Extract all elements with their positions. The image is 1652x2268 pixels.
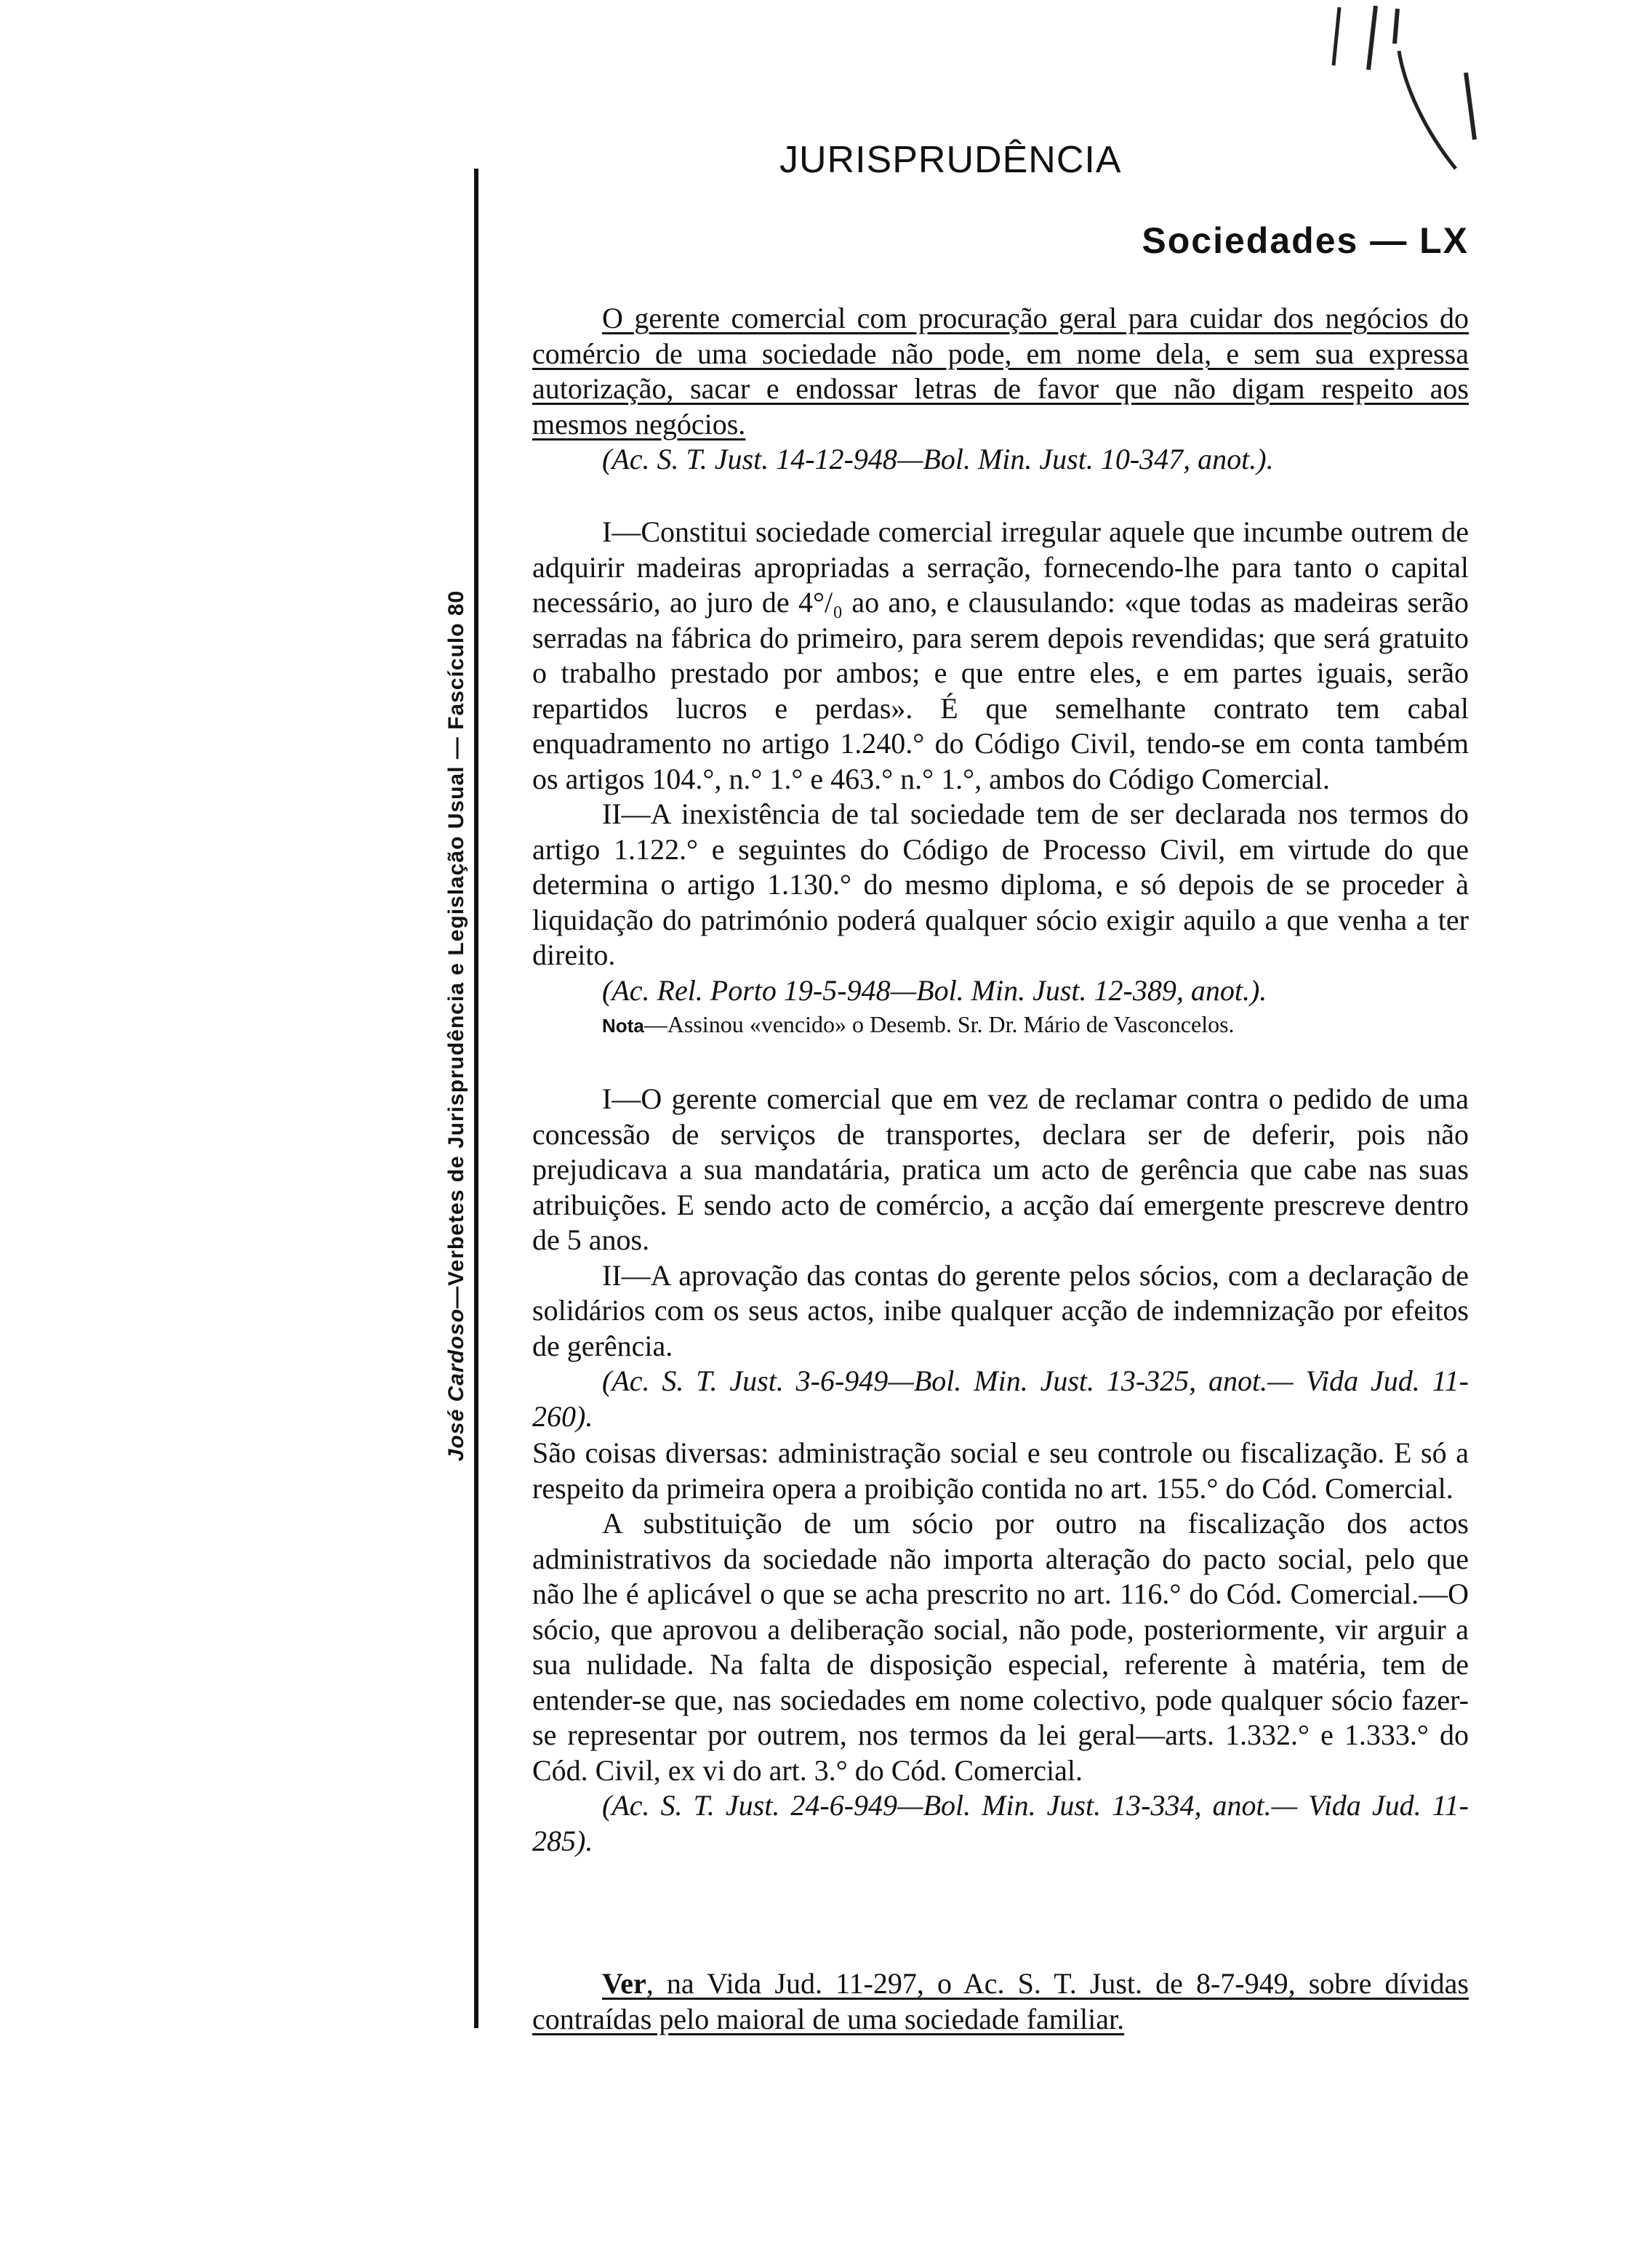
page-title: JURISPRUDÊNCIA [779,139,1122,181]
spine-author: José Cardoso [444,1308,468,1462]
entry-4-citation: (Ac. S. T. Just. 24-6-949—Bol. Min. Just. 13-334, anot.— Vida Jud. 11-285). [532,1789,1469,1857]
spine-text [444,590,469,1461]
entry-2-paragraph-2: II—A inexistência de tal sociedade tem de ser declarada nos termos do artigo 1.122.° e seguintes do Código de Processo Civil, em virtude do que determina o artigo 1.130.° do mesmo diploma, e só depois de se proceder à liquidação do património poderá qualquer sócio exigir aquilo a que venha a ter direito. [532,797,1469,971]
entry-2-paragraph-1: I—Constitui sociedade comercial irregular aquele que incumbe outrem de adquirir madeiras apropriadas a serração, fornecendo-lhe para tanto o capital necessário, ao juro de 4°/₀ ao ano, e clausulando: «que todas as madeiras serão serradas na fábrica do primeiro, para serem depois revendidas; que será gratuito o trabalho prestado por ambos; e que entre eles, e em partes iguais, serão repartidos lucros e perdas». É que semelhante contrato tem cabal enquadramento no artigo 1.240.° do Código Civil, tendo-se em conta também os artigos 104.°, n.° 1.° e 463.° n.° 1.°, ambos do Código Comercial. [532,515,1469,795]
see-also-text [532,1966,1469,2037]
see-also-body: , na Vida Jud. 11-297, o Ac. S. T. Just. de 8-7-949, sobre dívidas contraídas pelo maioral de uma sociedade familiar. [532,1967,1469,2035]
section-title: Sociedades — LX [1142,220,1469,261]
entry-4 [532,1436,1469,1859]
entry-1-citation: (Ac. S. T. Just. 14-12-948—Bol. Min. Just. 10-347, anot.). [602,443,1274,475]
see-also-label: Ver [602,1967,646,2000]
entry-3-citation: (Ac. S. T. Just. 3-6-949—Bol. Min. Just. 13-325, anot.— Vida Jud. 11-260). [532,1364,1469,1433]
entry-3 [532,1082,1469,1434]
entry-3-paragraph-2: II—A aprovação das contas do gerente pelos sócios, com a declaração de solidários com os seus actos, inibe qualquer acção de indemnização por efeitos de gerência. [532,1258,1469,1362]
entry-4-paragraph-2: A substituição de um sócio por outro na fiscalização dos actos administrativos da sociedade não importa alteração do pacto social, pelo que não lhe é aplicável o que se acha prescrito no art. 116.° do Cód. Comercial.—O sócio, que aprovou a deliberação social, não pode, posteriormente, vir arguir a sua nulidade. Na falta de disposição especial, referente à matéria, tem de entender-se que, nas sociedades em nome colectivo, pode qualquer sócio fazer-se representar por outrem, nos termos da lei geral—arts. 1.332.° e 1.333.° do Cód. Civil, ex vi do art. 3.° do Cód. Comercial. [532,1507,1469,1787]
entry-1 [532,301,1469,478]
spine-title: —Verbetes de Jurisprudência e Legislação Usual — Fascículo 80 [444,590,468,1308]
margin-rule [474,169,478,2028]
entry-3-paragraph-1: I—O gerente comercial que em vez de reclamar contra o pedido de uma concessão de serviços de transportes, declara ser de deferir, pois não prejudicava a sua mandatária, pratica um acto de gerência que cabe nas suas atribuições. E sendo acto de comércio, a acção daí emergente prescreve dentro de 5 anos. [532,1082,1469,1256]
entry-1-summary: O gerente comercial com procuração geral para cuidar dos negócios do comércio de uma sociedade não pode, em nome dela, e sem sua expressa autorização, sacar e endossar letras de favor que não digam respeito aos mesmos negócios. [532,302,1469,441]
note-text: —Assinou «vencido» o Desemb. Sr. Dr. Mário de Vasconcelos. [643,1011,1235,1037]
entry-2 [532,515,1469,1042]
entry-2-citation: (Ac. Rel. Porto 19-5-948—Bol. Min. Just. 12-389, anot.). [602,973,1267,1007]
entry-4-paragraph-1: São coisas diversas: administração social e seu controle ou fiscalização. E só a respeito da primeira opera a proibição contida no art. 155.° do Cód. Comercial. [532,1436,1469,1505]
handwritten-mark [1323,0,1541,174]
entry-2-note [532,1008,1469,1042]
note-label: Nota [602,1015,644,1037]
see-also [532,1966,1469,2037]
